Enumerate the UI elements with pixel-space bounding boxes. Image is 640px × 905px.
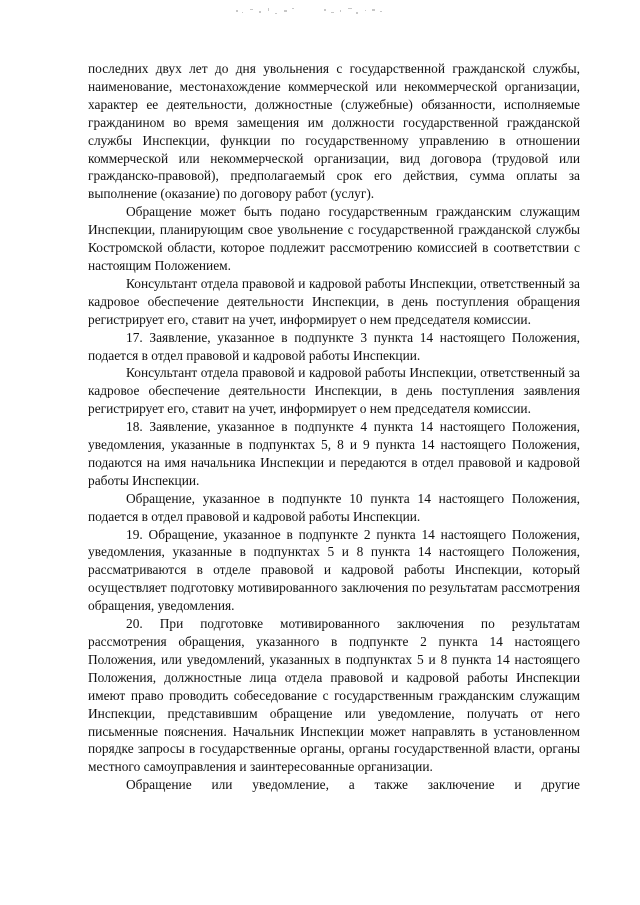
paragraph-statement-registration: Консультант отдела правовой и кадровой работы Инспекции, ответственный за кадровое обеспечение деятельности Инспекции, в день поступления заявления регистрирует его, ставит на учет, информирует о нем председателя комиссии. bbox=[88, 365, 580, 417]
paragraph-appeal-submission: Обращение может быть подано государственным гражданским служащим Инспекции, планирующим свое увольнение с государственной гражданской службы Костромской области, которое подлежит рассмотрению комиссией в соответствии с настоящим Положением. bbox=[88, 204, 580, 273]
paragraph-item-19: 19. Обращение, указанное в подпункте 2 пункта 14 настоящего Положения, уведомления, указанные в подпунктах 5 и 8 пункта 14 настоящего Положения, рассматриваются в отделе правовой и кадровой работы Инспекции, который осуществляет подготовку мотивированного заключения по результатам рассмотрения обращения, уведомления. bbox=[88, 526, 580, 614]
document-body bbox=[88, 60, 580, 794]
paragraph-item-18: 18. Заявление, указанное в подпункте 4 пункта 14 настоящего Положения, уведомления, указанные в подпунктах 5, 8 и 9 пункта 14 настоящего Положения, подаются на имя начальника Инспекции и передаются в отдел правовой и кадровой работы Инспекции. bbox=[88, 419, 580, 488]
paragraph-final-fragment: Обращение или уведомление, а также заключение и другие bbox=[126, 777, 580, 793]
paragraph-appeal-item-10: Обращение, указанное в подпункте 10 пункта 14 настоящего Положения, подается в отдел правовой и кадровой работы Инспекции. bbox=[88, 490, 580, 524]
paragraph-item-17: 17. Заявление, указанное в подпункте 3 пункта 14 настоящего Положения, подается в отдел правовой и кадровой работы Инспекции. bbox=[88, 329, 580, 363]
paragraph-appeal-registration: Консультант отдела правовой и кадровой работы Инспекции, ответственный за кадровое обеспечение деятельности Инспекции, в день поступления обращения регистрирует его, ставит на учет, информирует о нем председателя комиссии. bbox=[88, 275, 580, 327]
paragraph-continuation: последних двух лет до дня увольнения с государственной гражданской службы, наименование, местонахождение коммерческой или некоммерческой организации, характер ее деятельности, должностные (служебные) обязанности, исполняемые гражданином во время замещения им должности государственной гражданской службы Инспекции, функции по государственному управлению в отношении коммерческой или некоммерческой организации, вид договора (трудовой или гражданско-правовой), предполагаемый срок его действия, сумма оплаты за выполнение (оказание) по договору работ (услуг). bbox=[88, 61, 580, 202]
scan-artifact bbox=[228, 6, 388, 18]
paragraph-item-20: 20. При подготовке мотивированного заключения по результатам рассмотрения обращения, указанного в подпункте 2 пункта 14 настоящего Положения, или уведомлений, указанных в подпунктах 5 и 8 пункта 14 настоящего Положения, должностные лица отдела правовой и кадровой работы Инспекции имеют право проводить собеседование с государственным гражданским служащим Инспекции, представившим обращение или уведомление, получать от него письменные пояснения. Начальник Инспекции может направлять в установленном порядке запросы в государственные органы, органы государственной власти, органы местного самоуправления и заинтересованные организации. bbox=[88, 616, 580, 775]
